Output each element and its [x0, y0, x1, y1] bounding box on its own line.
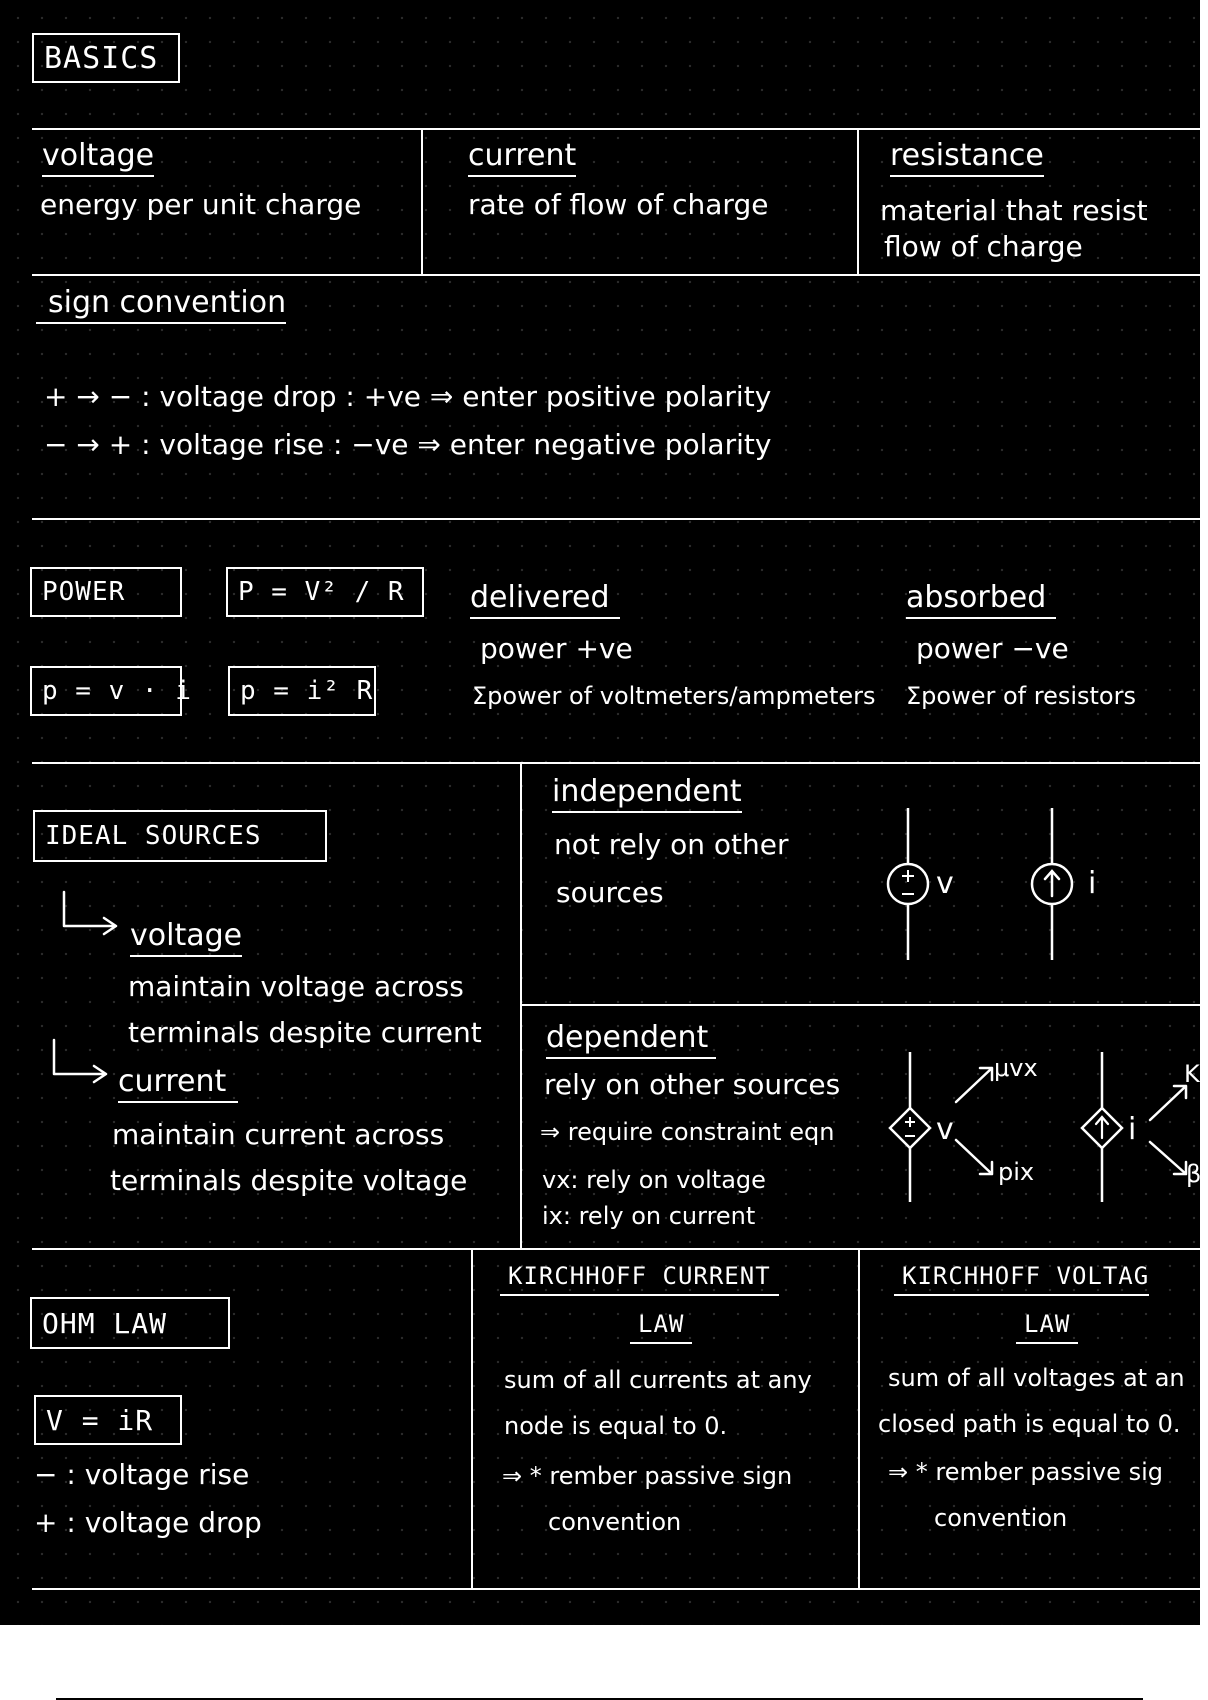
ohm-title: OHM LAW — [42, 1306, 168, 1340]
resistance-desc-line1: material that resist — [880, 194, 1148, 227]
ohm-formula: V = iR — [46, 1403, 154, 1437]
dependent-voltage-source-icon — [880, 1052, 940, 1202]
sign-convention-line2: − → + : voltage rise : −ve ⇒ enter negative polarity — [44, 428, 772, 461]
ohm-formula-box — [34, 1395, 182, 1445]
sources-bottom-rule — [32, 1248, 1200, 1250]
dependent-heading: dependent — [546, 1020, 716, 1059]
dependent-arrow-up-label-2: K — [1184, 1060, 1200, 1088]
ideal-voltage-line2: terminals despite current — [128, 1016, 482, 1049]
final-bottom-rule — [32, 1588, 1200, 1590]
power-title: POWER — [42, 577, 126, 607]
absorbed-heading: absorbed — [906, 580, 1056, 619]
power-formula-vi-box — [30, 666, 192, 716]
current-desc: rate of flow of charge — [468, 188, 769, 221]
absorbed-line2: Σpower of resistors — [906, 682, 1136, 710]
independent-dependent-rule — [520, 1004, 1200, 1006]
dependent-line1: rely on other sources — [544, 1068, 841, 1101]
independent-voltage-source-icon — [878, 808, 938, 960]
kvl-line2: closed path is equal to 0. — [878, 1410, 1181, 1438]
kvl-title-line1: KIRCHHOFF VOLTAG — [894, 1262, 1149, 1296]
dependent-current-source-icon — [1072, 1052, 1132, 1202]
ideal-current-line1: maintain current across — [112, 1118, 445, 1151]
kvl-line1: sum of all voltages at an — [888, 1364, 1185, 1392]
independent-heading: independent — [552, 774, 742, 813]
ideal-current-heading: current — [118, 1064, 238, 1103]
dependent-arrow-up-label-1: μvx — [994, 1054, 1038, 1082]
sign-convention-bottom-rule — [32, 518, 1200, 520]
dependent-arrow-down-label-2: βi — [1186, 1160, 1208, 1188]
independent-line2: sources — [556, 876, 664, 909]
kvl-line3: ⇒ * rember passive sig — [888, 1458, 1163, 1486]
ideal-sources-title-box — [33, 810, 327, 862]
power-title-box — [30, 567, 182, 617]
kcl-line2: node is equal to 0. — [504, 1412, 728, 1440]
dependent-line4: ix: rely on current — [542, 1202, 756, 1230]
dependent-voltage-symbol: v — [936, 1112, 954, 1147]
dependent-current-symbol: i — [1128, 1112, 1137, 1147]
basics-title: BASICS — [44, 40, 159, 76]
dependent-line3: vx: rely on voltage — [542, 1166, 766, 1194]
dependent-arrow-down-label-1: pix — [998, 1158, 1035, 1186]
basics-divider-1 — [421, 128, 423, 276]
voltage-desc: energy per unit charge — [40, 188, 362, 221]
ohm-line2: + : voltage drop — [34, 1506, 262, 1539]
kcl-line3: ⇒ * rember passive sign — [502, 1462, 793, 1490]
voltage-heading: voltage — [42, 138, 154, 177]
power-formula-v2r-box — [226, 567, 424, 617]
ideal-sources-title: IDEAL SOURCES — [45, 821, 262, 851]
resistance-desc-line2: flow of charge — [884, 230, 1083, 263]
ideal-voltage-line1: maintain voltage across — [128, 970, 464, 1003]
current-heading: current — [468, 138, 576, 177]
power-formula-vi: p = v · i — [42, 676, 192, 706]
independent-current-symbol: i — [1088, 866, 1097, 901]
power-formula-i2r: p = i² R — [240, 676, 374, 706]
power-formula-v2r: P = V² / R — [238, 577, 405, 607]
sign-convention-line1: + → − : voltage drop : +ve ⇒ enter positive polarity — [44, 380, 772, 413]
independent-line1: not rely on other — [554, 828, 789, 861]
ideal-current-line2: terminals despite voltage — [110, 1164, 468, 1197]
ohm-kcl-divider — [471, 1248, 473, 1590]
basics-bottom-rule — [32, 274, 1200, 276]
kvl-title-line2: LAW — [1016, 1310, 1078, 1344]
ohm-title-box — [30, 1297, 230, 1349]
dependent-line2: ⇒ require constraint eqn — [540, 1118, 835, 1146]
delivered-heading: delivered — [470, 580, 620, 619]
split-arrows-voltage-icon — [952, 1062, 998, 1180]
kcl-title-line2: LAW — [630, 1310, 692, 1344]
power-formula-i2r-box — [228, 666, 376, 716]
ohm-line1: − : voltage rise — [34, 1458, 250, 1491]
sign-convention-heading: sign convention — [36, 285, 286, 324]
branch-arrow-current-icon — [46, 1038, 116, 1088]
basics-top-rule — [32, 128, 1200, 130]
delivered-line2: Σpower of voltmeters/ampmeters — [472, 682, 876, 710]
kvl-line4: convention — [934, 1504, 1068, 1532]
independent-current-source-icon — [1022, 808, 1082, 960]
kcl-kvl-divider — [858, 1248, 860, 1590]
independent-voltage-symbol: v — [936, 866, 954, 901]
kcl-line4: convention — [548, 1508, 682, 1536]
resistance-heading: resistance — [890, 138, 1044, 177]
kcl-title-line1: KIRCHHOFF CURRENT — [500, 1262, 779, 1296]
ideal-voltage-heading: voltage — [130, 918, 242, 957]
branch-arrow-voltage-icon — [56, 890, 126, 940]
delivered-line1: power +ve — [480, 632, 633, 665]
basics-title-box — [32, 33, 180, 83]
sources-divider — [520, 762, 522, 1250]
absorbed-line1: power −ve — [916, 632, 1069, 665]
power-bottom-rule — [32, 762, 1200, 764]
basics-divider-2 — [857, 128, 859, 276]
kcl-line1: sum of all currents at any — [504, 1366, 812, 1394]
